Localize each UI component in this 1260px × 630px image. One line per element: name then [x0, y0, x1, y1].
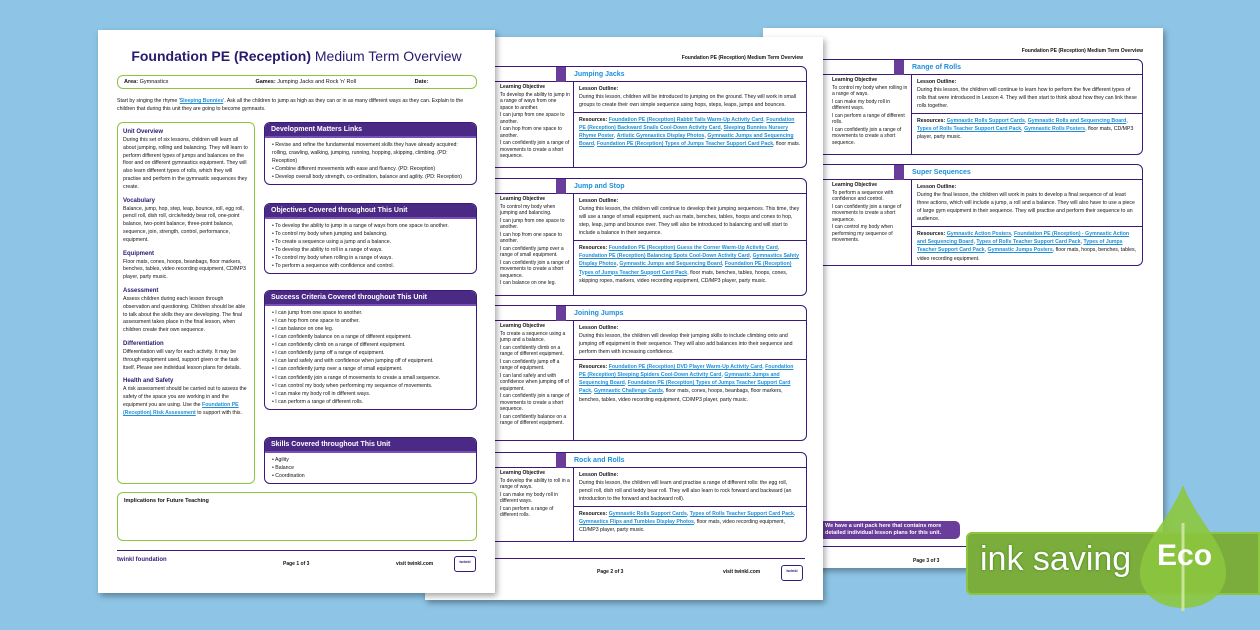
quality-badge-logo: twinkl: [454, 556, 476, 572]
resource-link[interactable]: Foundation PE (Reception) Types of Jumps Teacher Support Card Pack: [579, 261, 792, 276]
section-text: Assess children during each lesson through observation and questioning. Children should be able to talk about the skills they are developing. The final assessment takes place in the final lesson, when children create their own sequence.: [123, 295, 246, 334]
lesson-marker: [556, 67, 566, 82]
list-item: • To control my body when jumping and balancing.: [272, 230, 469, 238]
info-box: [264, 203, 477, 274]
resource-link[interactable]: Foundation PE (Reception) Sleeping Spiders Cool-Down Activity Card: [579, 364, 794, 379]
section-heading: Assessment: [123, 287, 159, 294]
resource-link[interactable]: Foundation PE (Reception) - Gymnastic Action and Sequencing Board: [917, 231, 1130, 246]
lesson-outline: Lesson Outline: During this lesson, the children will continue to develop their jumping sequences. This time, they will use a range of small equipment, such as mats, benches, tables, hoops and cones to hop, step, leap, jump and bounce over. They will also be introduced to balancing and will start to include a balance in their sequence.: [574, 194, 806, 241]
quality-badge-logo: twinkl: [781, 565, 803, 581]
list-item: • I can hop from one space to another.: [272, 317, 469, 325]
list-item: • I can confidently join a range of movements to create a small sequence.: [272, 374, 469, 382]
lesson-section: [775, 59, 1143, 155]
running-header: Foundation PE (Reception) Medium Term Overview: [1021, 48, 1143, 54]
section-heading: Health and Safety: [123, 378, 174, 385]
intro-text: Start by singing the rhyme 'Sleeping Bunnies'. Ask all the children to jump as high as they can or in as many different ways as they can. Explain to the children that during this unit they are going to become gymnasts.: [117, 98, 464, 113]
resource-link[interactable]: Foundation PE (Reception) Rabbit Tails Warm-Up Activity Card: [608, 117, 764, 124]
section-text: A risk assessment should be carried out to assess the safety of the space you are working in and the equipment you are using. Use the Foundation PE (Reception) Risk Assessment to support with this.: [123, 386, 247, 416]
list-item: • To develop the ability to jump in a range of ways from one space to another.: [272, 222, 469, 230]
section-text: During this set of six lessons, children will learn all about jumping, rolling and balancing. They will learn to perform different types of jumps and balances on the floor and on different gymnastics equipment. They will also learn different types of rolls, which they will practise and perform in the gymnastic sequences they create.: [123, 137, 248, 190]
sleeping-bunnies-link[interactable]: Sleeping Bunnies: [179, 98, 224, 104]
section-heading: Unit Overview: [123, 129, 164, 135]
date-label: Date:: [414, 79, 429, 85]
resource-link[interactable]: Gymnastic Rolls Posters: [1024, 126, 1086, 133]
resource-link[interactable]: Gymnastic Action Posters: [946, 231, 1012, 238]
resources: Resources: Foundation PE (Reception) DVD Player Warm-Up Activity Card, Foundation PE (Reception) Sleeping Spiders Cool-Down Activity Card, Gymnastic Jumps and Sequencing Board, Foundation PE (Reception) Types of Jumps Teacher Support Card Pack, Gymnastic Challenge Cards, floor mats, cones, hoops, beanbags, floor markers, benches, tables, video recording equipment, CD/MP3 player, party music.: [579, 364, 794, 403]
page-3-preview: [763, 28, 1163, 568]
lesson-outline: Lesson Outline: During this lesson, the children will continue to learn how to perform the five different types of rolls that were introduced in Lesson 4. They will then start to think about how they can link these rolls together.: [912, 75, 1142, 114]
learning-objectives: Learning Objective To control my body when rolling in a range of ways. I can make my body roll in different ways. I can perform a range of different rolls. I can confidently join a range of movements to create a short sequence.: [776, 75, 912, 154]
resource-link[interactable]: Artistic Gymnastics Display Photos: [616, 133, 705, 140]
lesson-title: Joining Jumps: [574, 309, 624, 317]
list-item: • Combine different movements with ease and fluency. (PD: Reception): [272, 165, 469, 173]
box-title: Success Criteria Covered throughout This Unit: [265, 291, 476, 306]
lesson-title: Super Sequences: [912, 168, 971, 176]
eco-label: Eco: [1157, 539, 1213, 572]
lesson-outline: Lesson Outline: During this lesson, the children will develop their jumping skills to include climbing onto and jumping off equipment in their sequence. They will also add balances into their sequence and perform them with increasing confidence.: [574, 321, 806, 360]
list-item: • I can perform a range of different rolls.: [272, 398, 469, 406]
resource-link[interactable]: Gymnastic Jumps Posters: [987, 247, 1053, 254]
lesson-marker: [894, 60, 904, 75]
page-number: Page 2 of 3: [597, 569, 624, 575]
lesson-title: Jumping Jacks: [574, 70, 625, 78]
lesson-outline: Lesson Outline: During this lesson, the children will learn and practise a range of different rolls: the egg roll, pencil roll, dish roll and teddy bear roll. They will also learn to rock forward and backward (an introduction to the forward and backward roll).: [574, 468, 806, 507]
list-item: • Agility: [272, 456, 469, 464]
ink-saving-text: ink saving: [980, 540, 1132, 578]
resources: Resources: Gymnastic Action Posters, Foundation PE (Reception) - Gymnastic Action and Sequencing Board, Types of Rolls Teacher Support Card Pack, Types of Jumps Teacher Support Card Pack, Gymnastic Jumps Posters, floor mats, hoops, benches, tables, video recording equipment.: [917, 231, 1137, 262]
lesson-title: Range of Rolls: [912, 63, 962, 71]
resources: Resources: Foundation PE (Reception) Guess the Corner Warm-Up Activity Card, Foundation PE (Reception) Balancing Spots Cool-Down Activity Card, Gymnastics Safety Display Photos, Gymnastic Jumps and Sequencing Board, Foundation PE (Reception) Types of Jumps Teacher Support Card Pack, floor mats, benches, tables, hoops, cones, skipping ropes, markers, video recording equipment, CD/MP3 player, party music.: [579, 245, 800, 284]
section-heading: Vocabulary: [123, 197, 155, 204]
box-title: Development Matters Links: [265, 123, 476, 138]
page-number: Page 3 of 3: [913, 558, 940, 564]
section-text: Differentiation will vary for each activity. It may be through equipment used, support given or the task itself. Please see individual lesson plans for details.: [123, 348, 241, 371]
resource-link[interactable]: Gymnastic Jumps and Sequencing Board: [619, 261, 722, 268]
resource-link[interactable]: Types of Rolls Teacher Support Card Pack: [689, 511, 794, 518]
page-number: Page 1 of 3: [283, 561, 310, 567]
area-value: Gymnastics: [139, 79, 169, 85]
list-item: • Balance: [272, 464, 469, 472]
list-item: • Develop overall body strength, co-ordination, balance and agility. (PD: Reception): [272, 173, 469, 181]
footer-line: [444, 558, 805, 559]
section-text: Floor mats, cones, hoops, beanbags, floor markers, benches, tables, video recording equipment, CD/MP3 player, party music.: [123, 258, 246, 281]
resources: Resources: Gymnastic Rolls Support Cards, Gymnastic Rolls and Sequencing Board, Types of Rolls Teacher Support Card Pack, Gymnastic Rolls Posters, floor mats, CD/MP3 player, party music.: [917, 118, 1134, 141]
list-item: • I can confidently jump off a range of equipment.: [272, 349, 469, 357]
resource-link[interactable]: Sleeping Bunnies Nursery Rhyme Poster: [579, 125, 789, 140]
lesson-title: Jump and Stop: [574, 182, 625, 190]
resources: Resources: Foundation PE (Reception) Rabbit Tails Warm-Up Activity Card, Foundation PE (Reception) Backward Snails Cool-Down Activity Card, Sleeping Bunnies Nursery Rhyme Poster, Artistic Gymnastics Display Photos, Gymnastic Jumps and Sequencing Board, Foundation PE (Reception) Types of Jumps Teacher Support Card Pack, floor mats.: [579, 117, 801, 148]
info-box: [264, 122, 477, 185]
resource-link[interactable]: Gymnastic Jumps and Sequencing Board: [579, 133, 794, 148]
resource-link[interactable]: Gymnastic Rolls Support Cards: [608, 511, 687, 518]
list-item: • I can make my body roll in different ways.: [272, 390, 469, 398]
list-item: • I can balance on one leg.: [272, 325, 469, 333]
resource-link[interactable]: Foundation PE (Reception) Guess the Corner Warm-Up Activity Card: [608, 245, 778, 252]
lesson-outline: Lesson Outline: During the final lesson, the children will work in pairs to develop a final sequence of at least three actions, which will include a jump, a roll and a balance. They will also have to use a piece of large gym equipment in their sequence. They will practise and perform their sequence to an audience.: [912, 180, 1142, 227]
section-heading: Equipment: [123, 250, 154, 257]
list-item: • To perform a sequence with confidence and control.: [272, 262, 469, 270]
area-games-date-box: Area: Gymnastics Games: Jumping Jacks and Rock 'n' Roll Date:: [117, 75, 477, 89]
list-item: • I can confidently climb on a range of different equipment.: [272, 341, 469, 349]
list-item: • To control my body when rolling in a range of ways.: [272, 254, 469, 262]
list-item: • To develop the ability to roll in a range of ways.: [272, 246, 469, 254]
learning-objectives: Learning Objective To develop the ability to jump in a range of ways from one space to another. I can jump from one space to another. I can hop from one space to another. I can confidently join a range of movements to create a short sequence.: [438, 82, 574, 167]
resource-link[interactable]: Foundation PE (Reception) Balancing Spots Cool-Down Activity Card: [579, 253, 750, 260]
resources: Resources: Gymnastic Rolls Support Cards, Types of Rolls Teacher Support Card Pack, Gymnastics Flips and Tumbles Display Photos, floor mats, video recording equipment, CD/MP3 player, party music.: [579, 511, 796, 534]
section-heading: Differentiation: [123, 340, 164, 347]
resource-link[interactable]: Foundation PE (Reception) Types of Jumps Teacher Support Card Pack: [596, 141, 774, 148]
games-value: Jumping Jacks and Rock 'n' Roll: [277, 79, 357, 85]
footer-line: [117, 550, 477, 551]
section-text: Balance, jump, hop, step, leap, bounce, roll, egg roll, pencil roll, dish roll, circle/teddy bear roll, one-point balance, two-point balance, three-point balance, sequence, join, strength, control, performance, equipment.: [123, 205, 244, 243]
lesson-marker: [556, 453, 566, 468]
resource-link[interactable]: Gymnastic Rolls and Sequencing Board: [1027, 118, 1127, 125]
list-item: • I can confidently jump over a range of small equipment.: [272, 365, 469, 373]
risk-assessment-link[interactable]: Foundation PE (Reception) Risk Assessment: [123, 401, 239, 416]
resource-link[interactable]: Gymnastic Challenge Cards: [594, 388, 663, 395]
resource-link[interactable]: Types of Jumps Teacher Support Card Pack: [917, 239, 1123, 254]
resource-link[interactable]: Gymnastic Rolls Support Cards: [946, 118, 1025, 125]
unit-overview-box: [117, 122, 255, 484]
twinkl-foundation-logo: twinkl foundation: [117, 557, 167, 563]
lesson-title: Rock and Rolls: [574, 456, 625, 464]
info-box: [264, 290, 477, 410]
lesson-outline: Lesson Outline: During this lesson, children will be introduced to jumping on the ground. They will work in small groups to create their own simple sequence using hops, steps, leaps, jumps and bounces.: [574, 82, 806, 113]
resource-link[interactable]: Foundation PE (Reception) Backward Snails Cool-Down Activity Card: [579, 117, 795, 132]
lesson-marker: [556, 306, 566, 321]
info-box: [264, 437, 477, 484]
resource-link[interactable]: Foundation PE (Reception) Types of Jumps Teacher Support Card Pack: [579, 380, 791, 395]
box-title: Skills Covered throughout This Unit: [265, 438, 476, 453]
running-header: Foundation PE (Reception) Medium Term Overview: [681, 55, 803, 61]
resource-link[interactable]: Foundation PE (Reception) DVD Player Warm-Up Activity Card: [608, 364, 763, 371]
list-item: • Revise and refine the fundamental movement skills they have already acquired: rolling, crawling, walking, jumping, running, hopping, skipping, climbing. (PD: Reception): [272, 141, 469, 165]
site-link: visit twinkl.com: [723, 569, 761, 575]
list-item: • I can jump from one space to another.: [272, 309, 469, 317]
learning-objectives: Learning Objective To develop the ability to roll in a range of ways. I can make my body roll in different ways. I can perform a range of different rolls.: [438, 468, 574, 541]
resource-link[interactable]: Gymnastics Safety Display Photos: [579, 253, 800, 268]
resource-link[interactable]: Gymnastic Jumps and Sequencing Board: [579, 372, 780, 387]
resource-link[interactable]: Gymnastics Flips and Tumbles Display Photos: [579, 519, 694, 526]
unit-pack-banner: We have a unit pack here that contains more detailed individual lesson plans for this unit.: [763, 521, 960, 539]
learning-objectives: Learning Objective To perform a sequence with confidence and control. I can confidently join a range of movements to create a short sequence. I can control my body when performing my sequence of movements.: [776, 180, 912, 265]
box-title: Objectives Covered throughout This Unit: [265, 204, 476, 219]
lesson-marker: [894, 165, 904, 180]
list-item: • I can confidently balance on a range of different equipment.: [272, 333, 469, 341]
list-item: • I can land safely and with confidence when jumping off of equipment.: [272, 357, 469, 365]
site-link: visit twinkl.com: [396, 561, 434, 567]
list-item: • I can control my body when performing my sequence of movements.: [272, 382, 469, 390]
lesson-section: [775, 164, 1143, 266]
list-item: • Coordination: [272, 472, 469, 480]
resource-link[interactable]: Types of Rolls Teacher Support Card Pack: [976, 239, 1081, 246]
resource-link[interactable]: Types of Rolls Teacher Support Card Pack: [917, 126, 1022, 133]
page-1-preview: [98, 30, 495, 593]
list-item: • To create a sequence using a jump and a balance.: [272, 238, 469, 246]
learning-objectives: Learning Objective To control my body when jumping and balancing. I can jump from one space to another. I can hop from one space to another. I can confidently jump over a range of small equipment. I can confidently join a range of movements to create a short sequence. I can balance on one leg.: [438, 194, 574, 295]
learning-objectives: Learning Objective To create a sequence using a jump and a balance. I can confidently climb on a range of different equipment. I can confidently jump off a range of equipment. I can land safely and with confidence when jumping off of equipment. I can confidently join a range of movements to create a short sequence. I can confidently balance on a range of different equipment.: [438, 321, 574, 440]
implications-box: Implications for Future Teaching: [117, 492, 477, 541]
lesson-marker: [556, 179, 566, 194]
page-title: Foundation PE (Reception) Medium Term Overview: [131, 48, 462, 64]
